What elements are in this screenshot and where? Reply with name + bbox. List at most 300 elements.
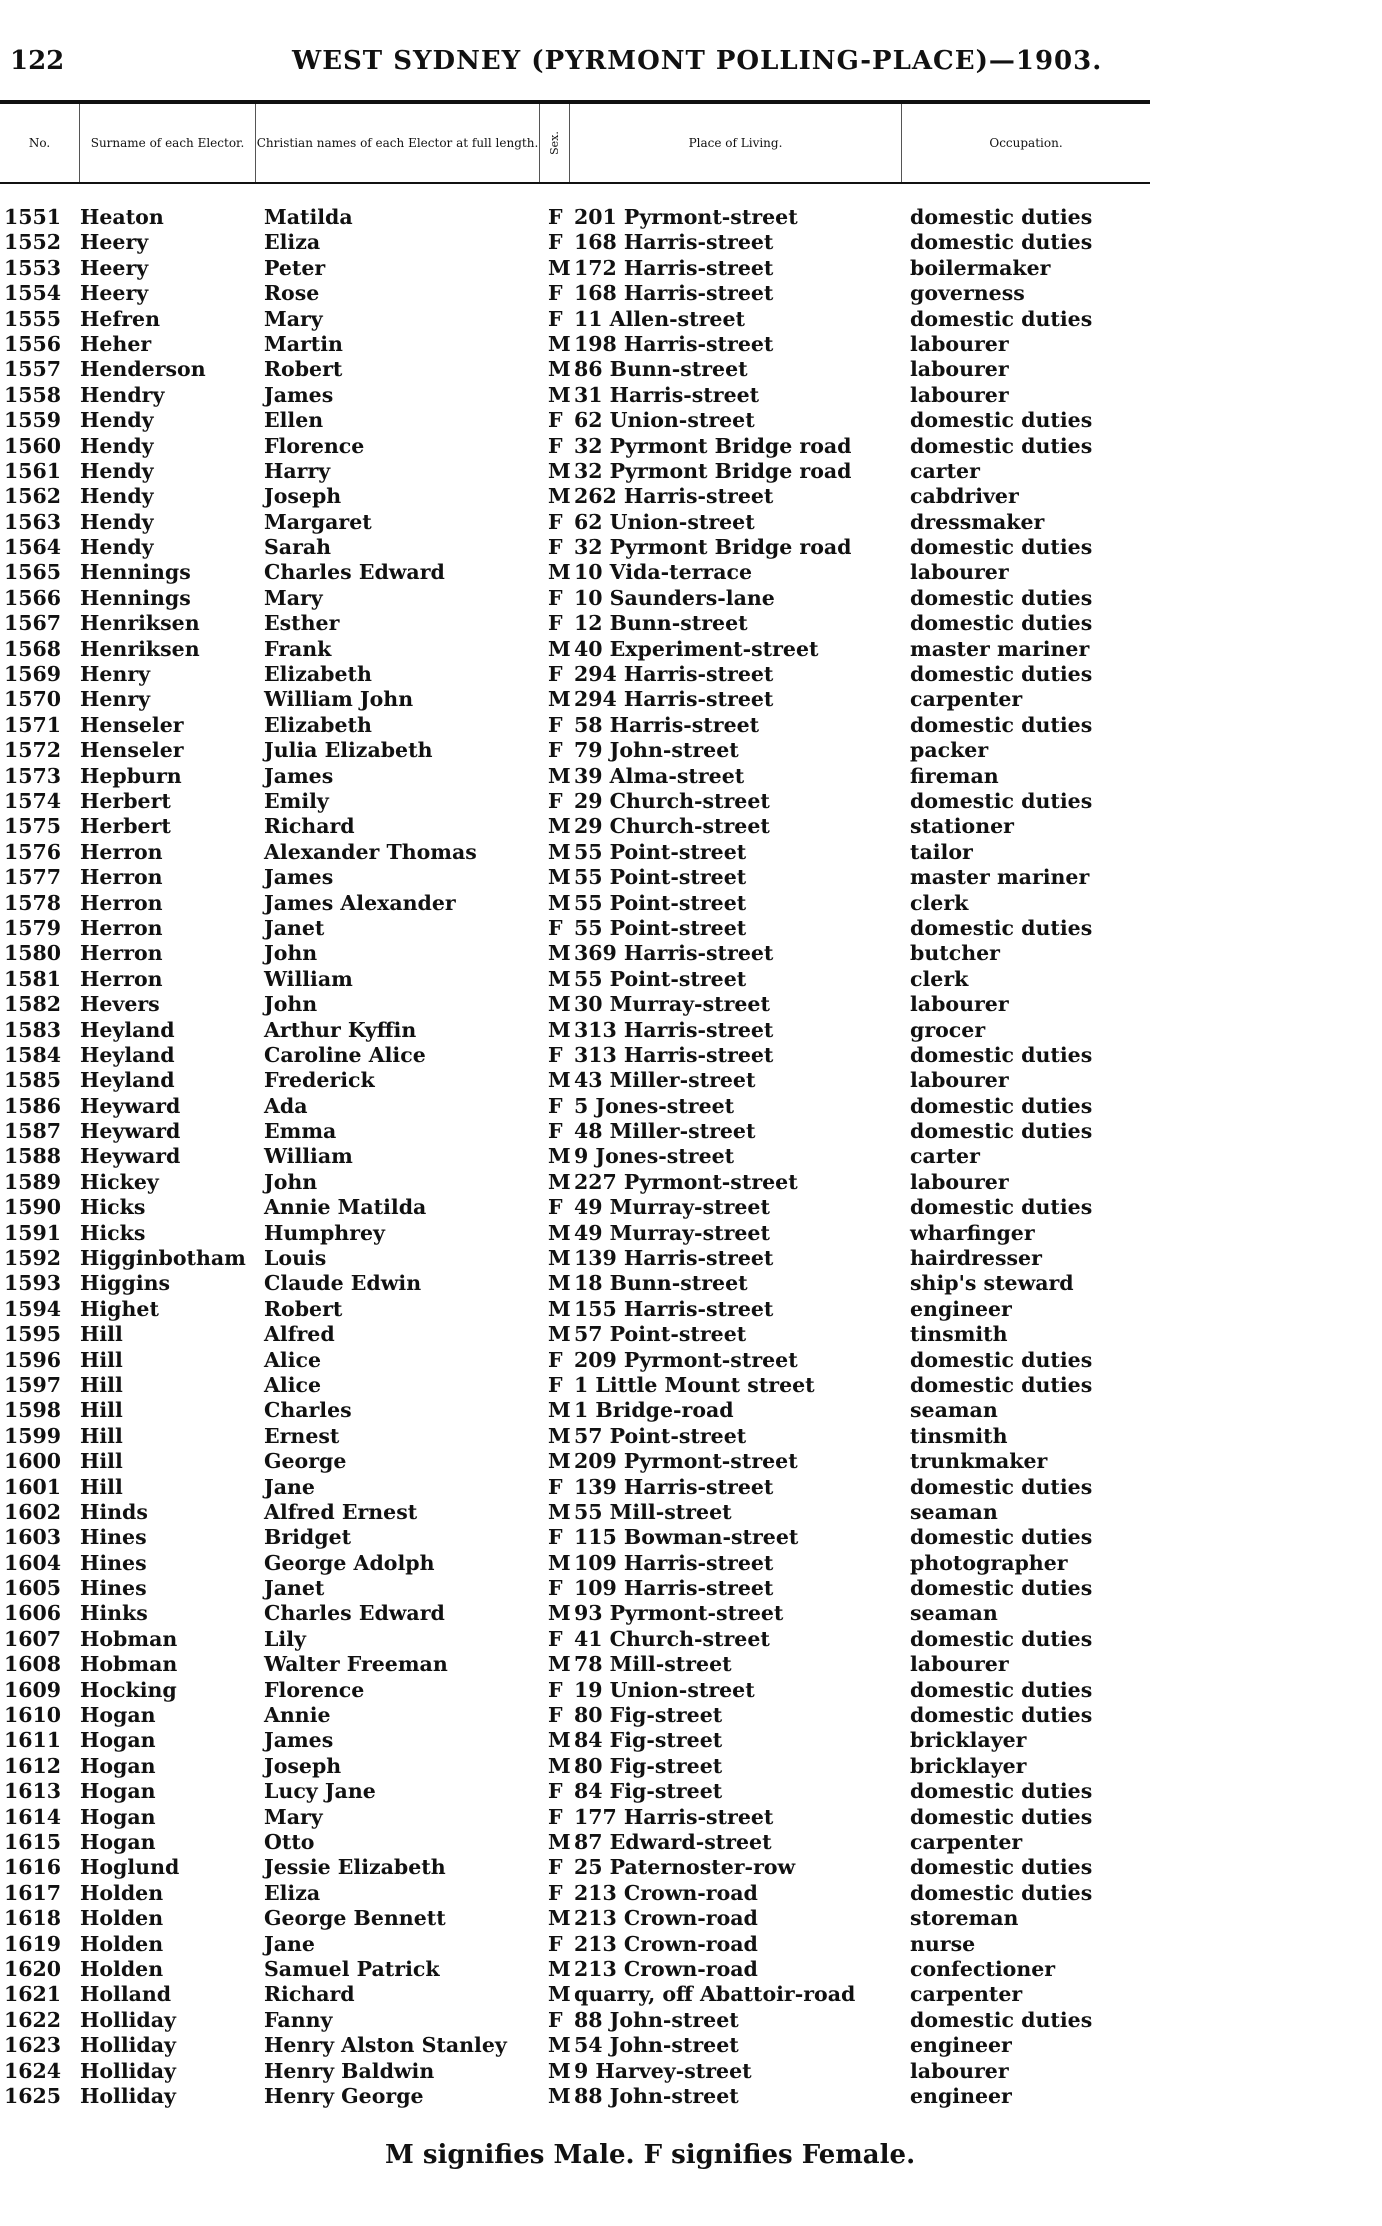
occupation: master mariner (910, 636, 1090, 661)
sex: F (548, 1855, 563, 1880)
table-row (0, 1576, 1150, 1601)
occupation: fireman (910, 763, 999, 788)
elector-number: 1618 (4, 1906, 62, 1931)
occupation: boilermaker (910, 255, 1051, 280)
sex: M (548, 382, 571, 407)
sex: F (548, 1474, 563, 1499)
elector-number: 1622 (4, 2007, 62, 2032)
christian-names: Bridget (264, 1525, 352, 1550)
surname: Hogan (80, 1779, 156, 1804)
surname: Heyward (80, 1119, 181, 1144)
christian-names: George (264, 1449, 347, 1474)
elector-number: 1561 (4, 458, 62, 483)
christian-names: James (264, 382, 334, 407)
place-of-living: 93 Pyrmont-street (574, 1601, 784, 1626)
surname: Hobman (80, 1626, 178, 1651)
sex: M (548, 1728, 571, 1753)
christian-names: Mary (264, 306, 323, 331)
sex: F (548, 2007, 563, 2032)
occupation: domestic duties (910, 585, 1093, 610)
sex: M (548, 839, 571, 864)
elector-number: 1609 (4, 1677, 62, 1702)
sex: M (548, 636, 571, 661)
elector-number: 1584 (4, 1042, 62, 1067)
occupation: domestic duties (910, 1880, 1093, 1905)
elector-number: 1586 (4, 1093, 62, 1118)
table-row (0, 1754, 1150, 1779)
place-of-living: 49 Murray-street (574, 1195, 770, 1220)
sex: F (548, 1525, 563, 1550)
place-of-living: 88 John-street (574, 2083, 739, 2108)
column-header-place-label: Place of Living. (688, 136, 783, 150)
christian-names: Walter Freeman (264, 1652, 448, 1677)
place-of-living: 55 Point-street (574, 890, 747, 915)
table-row (0, 2059, 1150, 2084)
surname: Higginbotham (80, 1246, 246, 1271)
table-row (0, 1119, 1150, 1144)
christian-names: James (264, 763, 334, 788)
christian-names: George Adolph (264, 1550, 435, 1575)
surname: Hinks (80, 1601, 148, 1626)
occupation: labourer (910, 992, 1009, 1017)
surname: Herron (80, 941, 163, 966)
table-row (0, 2008, 1150, 2033)
elector-number: 1623 (4, 2033, 62, 2058)
sex: M (548, 890, 571, 915)
place-of-living: 18 Bunn-street (574, 1271, 748, 1296)
place-of-living: 1 Little Mount street (574, 1372, 815, 1397)
place-of-living: 168 Harris-street (574, 230, 774, 255)
place-of-living: 54 John-street (574, 2033, 739, 2058)
christian-names: Alice (264, 1347, 322, 1372)
elector-number: 1606 (4, 1601, 62, 1626)
christian-names: Janet (264, 915, 325, 940)
christian-names: Henry Baldwin (264, 2058, 435, 2083)
occupation: domestic duties (910, 1779, 1093, 1804)
elector-number: 1616 (4, 1855, 62, 1880)
table-row (0, 814, 1150, 839)
christian-names: William (264, 966, 353, 991)
sex: F (548, 1626, 563, 1651)
table-row (0, 840, 1150, 865)
surname: Holland (80, 1982, 172, 2007)
occupation: domestic duties (910, 408, 1093, 433)
place-of-living: 5 Jones-street (574, 1093, 735, 1118)
christian-names: Mary (264, 1804, 323, 1829)
elector-number: 1559 (4, 408, 62, 433)
table-row (0, 459, 1150, 484)
sex: F (548, 611, 563, 636)
christian-names: Arthur Kyffin (264, 1017, 417, 1042)
table-row (0, 789, 1150, 814)
occupation: domestic duties (910, 1195, 1093, 1220)
place-of-living: 29 Church-street (574, 814, 770, 839)
page-header (0, 42, 1382, 82)
christian-names: John (264, 992, 318, 1017)
occupation: domestic duties (910, 1855, 1093, 1880)
christian-names: Annie (264, 1703, 331, 1728)
sex: M (548, 458, 571, 483)
place-of-living: 48 Miller-street (574, 1119, 756, 1144)
surname: Hoglund (80, 1855, 180, 1880)
page-number: 122 (10, 46, 65, 76)
table-row (0, 484, 1150, 509)
occupation: domestic duties (910, 1677, 1093, 1702)
elector-number: 1579 (4, 915, 62, 940)
table-row (0, 535, 1150, 560)
surname: Hepburn (80, 763, 182, 788)
occupation: domestic duties (910, 1804, 1093, 1829)
sex: M (548, 1220, 571, 1245)
table-row (0, 941, 1150, 966)
place-of-living: 58 Harris-street (574, 712, 760, 737)
place-of-living: 168 Harris-street (574, 281, 774, 306)
table-row (0, 1500, 1150, 1525)
column-headers (0, 100, 1150, 184)
place-of-living: 78 Mill-street (574, 1652, 732, 1677)
sex: M (548, 941, 571, 966)
surname: Hines (80, 1576, 147, 1601)
sex: M (548, 1499, 571, 1524)
sex: F (548, 662, 563, 687)
place-of-living: 57 Point-street (574, 1423, 747, 1448)
elector-number: 1571 (4, 712, 62, 737)
place-of-living: 213 Crown-road (574, 1880, 758, 1905)
column-header-christian-label: Christian names of each Elector at full length. (256, 136, 539, 150)
christian-names: Charles Edward (264, 1601, 445, 1626)
elector-number: 1560 (4, 433, 62, 458)
elector-list (0, 205, 1150, 2109)
sex: M (548, 1246, 571, 1271)
occupation: seaman (910, 1398, 998, 1423)
elector-number: 1619 (4, 1931, 62, 1956)
surname: Hendy (80, 484, 154, 509)
surname: Herbert (80, 788, 171, 813)
occupation: carpenter (910, 687, 1023, 712)
christian-names: Samuel Patrick (264, 1956, 440, 1981)
place-of-living: 109 Harris-street (574, 1550, 774, 1575)
table-row (0, 1246, 1150, 1271)
surname: Henderson (80, 357, 206, 382)
table-row (0, 1881, 1150, 1906)
sex: M (548, 992, 571, 1017)
table-row (0, 586, 1150, 611)
surname: Henseler (80, 712, 184, 737)
sex: M (548, 1423, 571, 1448)
sex: M (548, 1322, 571, 1347)
place-of-living: 213 Crown-road (574, 1931, 758, 1956)
place-of-living: 294 Harris-street (574, 687, 774, 712)
elector-number: 1604 (4, 1550, 62, 1575)
elector-number: 1602 (4, 1499, 62, 1524)
elector-number: 1596 (4, 1347, 62, 1372)
place-of-living: 55 Point-street (574, 839, 747, 864)
elector-number: 1615 (4, 1830, 62, 1854)
place-of-living: 55 Point-street (574, 915, 747, 940)
surname: Hendy (80, 433, 154, 458)
elector-number: 1590 (4, 1195, 62, 1220)
christian-names: John (264, 941, 318, 966)
surname: Highet (80, 1296, 159, 1321)
sex: M (548, 357, 571, 382)
elector-number: 1588 (4, 1144, 62, 1169)
place-of-living: 313 Harris-street (574, 1017, 774, 1042)
christian-names: Jane (264, 1931, 315, 1956)
surname: Hendy (80, 458, 154, 483)
occupation: domestic duties (910, 1372, 1093, 1397)
table-row (0, 1094, 1150, 1119)
occupation: carpenter (910, 1830, 1023, 1854)
elector-number: 1621 (4, 1982, 62, 2007)
table-row (0, 916, 1150, 941)
sex: F (548, 712, 563, 737)
sex: M (548, 1550, 571, 1575)
elector-number: 1598 (4, 1398, 62, 1423)
elector-number: 1575 (4, 814, 62, 839)
table-row (0, 662, 1150, 687)
place-of-living: 11 Allen-street (574, 306, 745, 331)
occupation: cabdriver (910, 484, 1019, 509)
table-row (0, 408, 1150, 433)
table-row (0, 357, 1150, 382)
table-row (0, 764, 1150, 789)
christian-names: Otto (264, 1830, 315, 1854)
surname: Hill (80, 1322, 123, 1347)
table-row (0, 281, 1150, 306)
occupation: dressmaker (910, 509, 1045, 534)
place-of-living: 80 Fig-street (574, 1703, 723, 1728)
surname: Holden (80, 1931, 164, 1956)
table-row (0, 1703, 1150, 1728)
place-of-living: 139 Harris-street (574, 1474, 774, 1499)
table-row (0, 1449, 1150, 1474)
sex: F (548, 433, 563, 458)
christian-names: William John (264, 687, 414, 712)
surname: Hill (80, 1372, 123, 1397)
occupation: labourer (910, 1068, 1009, 1093)
table-row (0, 738, 1150, 763)
occupation: domestic duties (910, 1626, 1093, 1651)
sex: M (548, 1169, 571, 1194)
surname: Herbert (80, 814, 171, 839)
occupation: domestic duties (910, 230, 1093, 255)
christian-names: Humphrey (264, 1220, 385, 1245)
place-of-living: 172 Harris-street (574, 255, 774, 280)
occupation: domestic duties (910, 712, 1093, 737)
christian-names: Peter (264, 255, 326, 280)
occupation: bricklayer (910, 1753, 1027, 1778)
elector-number: 1613 (4, 1779, 62, 1804)
place-of-living: 115 Bowman-street (574, 1525, 799, 1550)
occupation: labourer (910, 2058, 1009, 2083)
occupation: domestic duties (910, 2007, 1093, 2032)
christian-names: Ellen (264, 408, 324, 433)
sex: F (548, 408, 563, 433)
surname: Heaton (80, 205, 164, 229)
surname: Holden (80, 1906, 164, 1931)
elector-number: 1553 (4, 255, 62, 280)
sex: F (548, 1576, 563, 1601)
occupation: engineer (910, 2033, 1012, 2058)
sex: M (548, 1601, 571, 1626)
christian-names: Joseph (264, 484, 342, 509)
occupation: storeman (910, 1906, 1019, 1931)
sex: F (548, 1931, 563, 1956)
surname: Holliday (80, 2058, 176, 2083)
occupation: engineer (910, 1296, 1012, 1321)
elector-number: 1558 (4, 382, 62, 407)
table-row (0, 205, 1150, 230)
place-of-living: 12 Bunn-street (574, 611, 748, 636)
occupation: seaman (910, 1499, 998, 1524)
table-row (0, 2033, 1150, 2058)
sex: F (548, 1093, 563, 1118)
surname: Hill (80, 1474, 123, 1499)
christian-names: Esther (264, 611, 340, 636)
elector-number: 1617 (4, 1880, 62, 1905)
surname: Hicks (80, 1195, 146, 1220)
place-of-living: 31 Harris-street (574, 382, 760, 407)
sex: M (548, 865, 571, 890)
occupation: engineer (910, 2083, 1012, 2108)
place-of-living: 1 Bridge-road (574, 1398, 734, 1423)
elector-number: 1608 (4, 1652, 62, 1677)
column-header-occupation (902, 104, 1150, 182)
surname: Hill (80, 1347, 123, 1372)
christian-names: Claude Edwin (264, 1271, 422, 1296)
sex: F (548, 738, 563, 763)
christian-names: Mary (264, 585, 323, 610)
column-header-sex-label: Sex. (547, 131, 561, 155)
occupation: seaman (910, 1601, 998, 1626)
place-of-living: 84 Fig-street (574, 1728, 723, 1753)
sex: M (548, 763, 571, 788)
occupation: packer (910, 738, 989, 763)
sex: M (548, 2083, 571, 2108)
christian-names: Charles (264, 1398, 352, 1423)
table-row (0, 611, 1150, 636)
surname: Holliday (80, 2033, 176, 2058)
christian-names: Alfred Ernest (264, 1499, 418, 1524)
elector-number: 1567 (4, 611, 62, 636)
surname: Hill (80, 1423, 123, 1448)
place-of-living: 155 Harris-street (574, 1296, 774, 1321)
elector-number: 1555 (4, 306, 62, 331)
elector-number: 1581 (4, 966, 62, 991)
table-row (0, 1271, 1150, 1296)
place-of-living: 41 Church-street (574, 1626, 770, 1651)
elector-number: 1605 (4, 1576, 62, 1601)
surname: Hendry (80, 382, 165, 407)
occupation: grocer (910, 1017, 986, 1042)
table-row (0, 256, 1150, 281)
occupation: tinsmith (910, 1423, 1008, 1448)
christian-names: James Alexander (264, 890, 456, 915)
elector-number: 1611 (4, 1728, 62, 1753)
place-of-living: 313 Harris-street (574, 1042, 774, 1067)
occupation: domestic duties (910, 1119, 1093, 1144)
sex: M (548, 1652, 571, 1677)
christian-names: Martin (264, 331, 343, 356)
christian-names: Eliza (264, 1880, 321, 1905)
sex: M (548, 1271, 571, 1296)
place-of-living: 139 Harris-street (574, 1246, 774, 1271)
occupation: stationer (910, 814, 1014, 839)
elector-number: 1610 (4, 1703, 62, 1728)
table-row (0, 1652, 1150, 1677)
surname: Heyward (80, 1093, 181, 1118)
christian-names: Louis (264, 1246, 327, 1271)
sex: F (548, 788, 563, 813)
table-row (0, 1906, 1150, 1931)
surname: Heher (80, 331, 152, 356)
surname: Hennings (80, 585, 191, 610)
place-of-living: 25 Paternoster-row (574, 1855, 796, 1880)
surname: Hobman (80, 1652, 178, 1677)
christian-names: Elizabeth (264, 662, 372, 687)
surname: Hicks (80, 1220, 146, 1245)
elector-number: 1600 (4, 1449, 62, 1474)
christian-names: Caroline Alice (264, 1042, 426, 1067)
table-row (0, 1373, 1150, 1398)
christian-names: James (264, 1728, 334, 1753)
surname: Hocking (80, 1677, 177, 1702)
elector-number: 1591 (4, 1220, 62, 1245)
table-row (0, 891, 1150, 916)
christian-names: Robert (264, 357, 343, 382)
table-row (0, 230, 1150, 255)
place-of-living: 62 Union-street (574, 509, 755, 534)
elector-number: 1576 (4, 839, 62, 864)
elector-number: 1562 (4, 484, 62, 509)
elector-number: 1585 (4, 1068, 62, 1093)
place-of-living: 57 Point-street (574, 1322, 747, 1347)
place-of-living: 55 Mill-street (574, 1499, 732, 1524)
christian-names: Charles Edward (264, 560, 445, 585)
sex: M (548, 1449, 571, 1474)
table-row (0, 1957, 1150, 1982)
sex: M (548, 1830, 571, 1854)
elector-number: 1612 (4, 1753, 62, 1778)
surname: Herron (80, 915, 163, 940)
christian-names: Richard (264, 1982, 355, 2007)
place-of-living: 86 Bunn-street (574, 357, 748, 382)
sex: M (548, 331, 571, 356)
elector-number: 1601 (4, 1474, 62, 1499)
elector-number: 1574 (4, 788, 62, 813)
elector-number: 1569 (4, 662, 62, 687)
table-row (0, 307, 1150, 332)
place-of-living: 19 Union-street (574, 1677, 755, 1702)
surname: Hogan (80, 1830, 156, 1854)
elector-number: 1580 (4, 941, 62, 966)
surname: Hennings (80, 560, 191, 585)
elector-number: 1552 (4, 230, 62, 255)
place-of-living: 39 Alma-street (574, 763, 745, 788)
christian-names: James (264, 865, 334, 890)
sex: F (548, 1703, 563, 1728)
table-row (0, 992, 1150, 1017)
place-of-living: 40 Experiment-street (574, 636, 819, 661)
sex: M (548, 1906, 571, 1931)
elector-number: 1587 (4, 1119, 62, 1144)
elector-number: 1620 (4, 1956, 62, 1981)
christian-names: Emily (264, 788, 329, 813)
sex: M (548, 687, 571, 712)
surname: Higgins (80, 1271, 171, 1296)
elector-number: 1578 (4, 890, 62, 915)
elector-number: 1577 (4, 865, 62, 890)
